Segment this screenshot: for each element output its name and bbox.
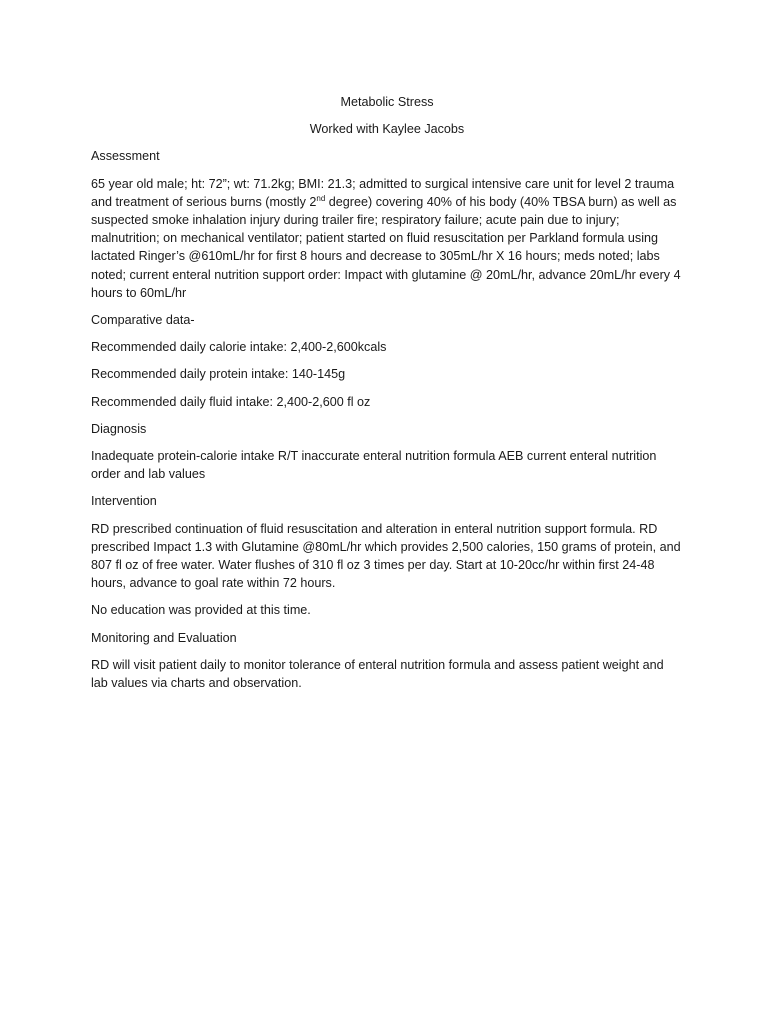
fluid-intake: Recommended daily fluid intake: 2,400-2,600 fl oz — [91, 394, 371, 409]
education-note: No education was provided at this time. — [91, 603, 311, 618]
assessment-text-part-1: 65 year old male; ht: 72”; wt: 71.2kg; BMI: 21.3; admitted to surgical intensive care unit for level 2 trauma and treatment of serious burns (mostly 2 — [91, 176, 675, 209]
protein-intake: Recommended daily protein intake: 140-145g — [91, 367, 346, 382]
comparative-heading: Comparative data- — [91, 313, 195, 328]
intervention-paragraph: RD prescribed continuation of fluid resuscitation and alteration in enteral nutrition support formula. RD prescribed Impact 1.3 with Glutamine @80mL/hr which provides 2,500 calories, 150 grams of protein, and 807 fl oz of free water. Water flushes of 310 fl oz 3 times per day. Start at 10-20cc/hr within first 24-48 hours, advance to goal rate within 72 hours. — [91, 521, 681, 591]
assessment-text-part-2: degree) covering 40% of his body (40% TBSA burn) as well as suspected smoke inhalation injury during trailer fire; respiratory failure; acute pain due to injury; malnutrition; on mechanical ventilator; patient started on fluid resuscitation per Parkland formula using lactated Ringer’s @610mL/hr for first 8 hours and decrease to 305mL/hr X 16 hours; meds noted; labs noted; current enteral nutrition support order: Impact with glutamine @ 20mL/hr, advance 20mL/hr every 4 hours to 60mL/hr — [91, 194, 681, 300]
assessment-heading: Assessment — [91, 149, 160, 164]
diagnosis-heading: Diagnosis — [91, 421, 147, 436]
monitoring-paragraph: RD will visit patient daily to monitor tolerance of enteral nutrition formula and assess patient weight and lab values via charts and observation. — [91, 657, 664, 691]
document-body — [91, 93, 683, 701]
document-title: Metabolic Stress — [340, 95, 434, 109]
document-subtitle: Worked with Kaylee Jacobs — [309, 122, 465, 137]
diagnosis-paragraph: Inadequate protein-calorie intake R/T inaccurate enteral nutrition formula AEB current enteral nutrition order and lab values — [91, 449, 657, 482]
monitoring-heading: Monitoring and Evaluation — [91, 630, 237, 645]
assessment-paragraph — [91, 175, 683, 302]
intervention-heading: Intervention — [91, 494, 157, 509]
calorie-intake: Recommended daily calorie intake: 2,400-2,600kcals — [91, 340, 387, 355]
assessment-superscript: nd — [316, 193, 326, 203]
